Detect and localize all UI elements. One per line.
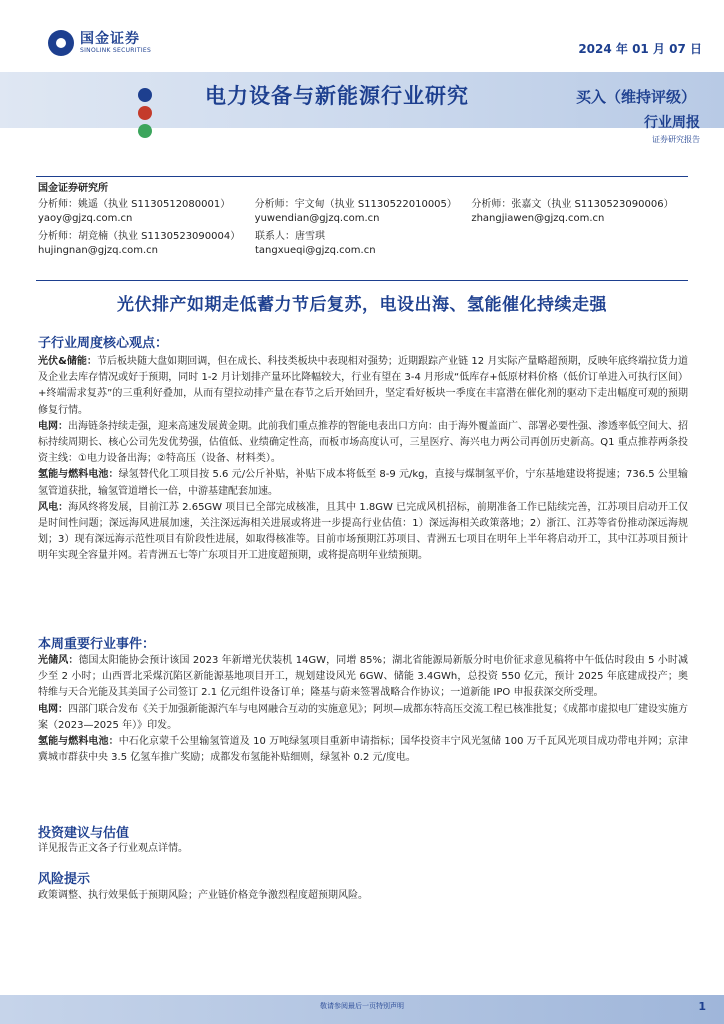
risk-text: 政策调整、执行效果低于预期风险；产业链价格竞争激烈程度超预期风险。 <box>38 890 368 901</box>
analyst-name: 分析师：胡竞楠（执业 S1130523090004） <box>38 231 241 242</box>
analyst-email[interactable]: zhangjiawen@gjzq.com.cn <box>471 213 605 224</box>
para-label: 光伏&储能： <box>38 356 97 367</box>
app-icon-red <box>138 106 152 120</box>
report-header <box>0 0 724 166</box>
para-text: 海风终将发展，目前江苏 2.65GW 项目已全部完成核准，且其中 1.8GW 已完成风机招标，前期准备工作已陆续完善，江苏项目启动开工仅是时间性问题；深远海风进展加速，关注深远海相关进展或将进一步提高行业估值：1）深远海相关政策落地；2）浙江、江苏等省份推动深远海规划；3）现有深远海示范性项目有阶段性进展，如取得核准等。目前市场预期江苏项目、青洲五七项目在明年上半年将启动开工，其中江苏项目预计明年实现全容量并网。若青洲五七等广东项目开工进度超预期，或将提高明年业绩预期。 <box>38 501 688 562</box>
logo-en-text: SINOLINK SECURITIES <box>80 47 152 54</box>
contact-name: 联系人：唐雪琪 <box>255 231 325 242</box>
analyst-divider <box>36 280 688 281</box>
para-text: 德国太阳能协会预计该国 2023 年新增光伏装机 14GW，同增 85%；湖北省能源局新版分时电价征求意见稿将中午低估时段由 5 小时减少至 2 小时；山西晋北采煤沉陷区新能源基地项目开工，规划建设风光 6GW、储能 3.4GWh，总投资 550 亿元，预计 2025 年底建成投产；奥特维与天合光能及其美国子公司签订 2.1 亿元组件设备订单；隆基与蔚来签署战略合作协议；一道新能 IPO 申报获深交所受理。 <box>38 655 688 699</box>
para-grid <box>38 419 688 468</box>
company-logo <box>48 30 151 56</box>
para-label: 氢能与燃料电池： <box>38 469 119 481</box>
header-divider <box>36 176 688 177</box>
analyst-block <box>38 182 688 262</box>
logo-mark-icon <box>48 30 74 56</box>
para-label: 电网： <box>38 420 68 432</box>
report-headline: 光伏排产如期走低蓄力节后复苏，电设出海、氢能催化持续走强 <box>117 295 607 315</box>
para-text: 节后板块随大盘如期回调，但在成长、科技类板块中表现相对强势；近期跟踪产业链 12 月实际产量略超预期，反映年底终端拉货力道及企业去库存情况或好于预期，同时 1-2 月计划排产量环比降幅较大，行业有望在 3-4 月形成“低库存+低原材料价格（低价订单进入可执行区间）+终端需求复苏”的三重利好叠加，从而有望拉动排产量在春节之后开始回升，坚定看好板块一季度在丰富潜在催化剂的驱动下走出幅度可观的预期修复行情。 <box>38 356 688 416</box>
core-views <box>38 354 688 565</box>
footer-disclaimer[interactable]: 敬请参阅最后一页特别声明 <box>320 1002 404 1010</box>
section-title-invest: 投资建议与估值 <box>38 826 130 841</box>
industry-events <box>38 653 688 766</box>
app-icon-green <box>138 124 152 138</box>
analyst-name: 分析师：姚遥（执业 S1130512080001） <box>38 199 231 210</box>
report-title: 电力设备与新能源行业研究 <box>205 84 469 108</box>
para-label: 电网： <box>38 703 68 715</box>
report-subtype: 证券研究报告 <box>652 135 700 144</box>
para-text: 四部门联合发布《关于加强新能源汽车与电网融合互动的实施意见》；阿坝—成都东特高压交流工程已核准批复；《成都市虚拟电厂建设实施方案（2023—2025 年）》印发。 <box>38 703 688 731</box>
para-hydrogen <box>38 467 688 499</box>
para-wind <box>38 500 688 565</box>
app-icons <box>138 88 154 140</box>
app-icon-blue <box>138 88 152 102</box>
para-text: 中石化京蒙千公里输氢管道及 10 万吨绿氢项目重新申请指标；国华投资丰宁风光氢储 100 万千瓦风光项目成功带电并网；京津冀城市群获中央 3.5 亿氢车推广奖励；成都发布氢能补贴细则，绿氢补 0.2 元/度电。 <box>38 736 689 764</box>
contact-email[interactable]: tangxueqi@gjzq.com.cn <box>255 245 376 256</box>
analyst-email[interactable]: yuwendian@gjzq.com.cn <box>254 213 380 224</box>
report-date: 2024 年 01 月 07 日 <box>578 42 702 56</box>
contact-entry <box>255 230 472 258</box>
institute-name: 国金证券研究所 <box>38 183 108 194</box>
analyst-email[interactable]: yaoy@gjzq.com.cn <box>38 213 133 224</box>
analyst-entry <box>471 198 688 226</box>
analyst-entry <box>38 198 255 226</box>
analyst-row <box>38 198 688 226</box>
analyst-name: 分析师：宇文甸（执业 S1130522010005） <box>254 199 457 210</box>
para-label: 风电： <box>38 501 69 513</box>
analyst-row <box>38 230 688 258</box>
para-label: 氢能与燃料电池： <box>38 736 119 748</box>
para-text: 绿氢替代化工项目按 5.6 元/公斤补贴，补贴下成本将低至 8-9 元/kg，直接与煤制氢平价，宁东基地建设将提速；736.5 公里输氢管道获批，输氢管道增长一倍，中游基建配套加速。 <box>38 469 689 497</box>
section-title-risk: 风险提示 <box>38 872 91 887</box>
para-event-pv <box>38 653 688 702</box>
para-label: 光储风： <box>38 655 79 666</box>
section-title-core: 子行业周度核心观点： <box>38 336 169 351</box>
analyst-email[interactable]: hujingnan@gjzq.com.cn <box>38 245 158 256</box>
analyst-entry <box>255 198 472 226</box>
invest-text: 详见报告正文各子行业观点详情。 <box>38 843 188 854</box>
analyst-entry <box>38 230 255 258</box>
para-event-hydrogen <box>38 734 688 766</box>
section-title-events: 本周重要行业事件： <box>38 637 156 652</box>
para-event-grid <box>38 702 688 734</box>
report-type: 行业周报 <box>644 115 700 131</box>
logo-cn-text: 国金证券 <box>80 31 140 47</box>
para-pv-storage <box>38 354 688 419</box>
rating: 买入（维持评级） <box>575 88 696 106</box>
analyst-name: 分析师：张嘉文（执业 S1130523090006） <box>471 199 674 210</box>
para-text: 出海链条持续走强，迎来高速发展黄金期。此前我们重点推荐的智能电表出口方向：由于海外覆盖面广、部署必要性强、渗透率低空间大、招标持续周期长、核心公司先发优势强，估值低、业绩确定性高，而板市场高度认可，三星医疗、海兴电力两公司再创历史新高。Q1 重点推荐两条投资主线：①电力设备出海；②特高压（设备、材料类）。 <box>38 420 688 465</box>
page-number: 1 <box>698 1000 706 1013</box>
